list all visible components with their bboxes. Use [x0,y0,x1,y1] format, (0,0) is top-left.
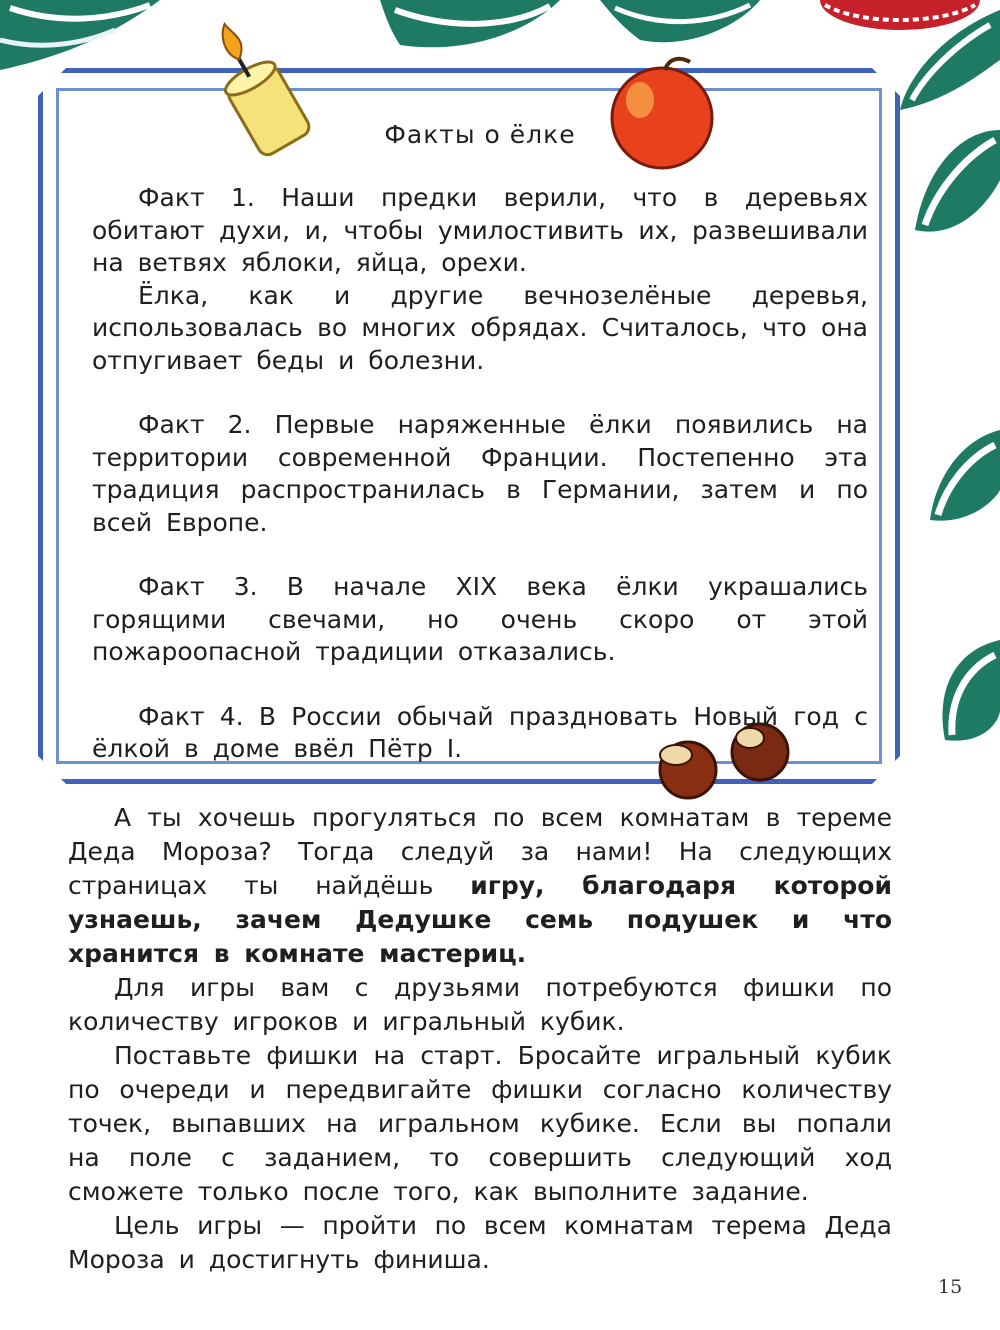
paragraph-equipment: Для игры вам с друзьями потребуются фишки по количеству игроков и игральный кубик. [68,973,892,1036]
fact-2: Факт 2. Первые наряженные ёлки появились на территории современной Франции. Постепенно эта традиция распространилась в Германии, затем и по всей Европе. [92,410,868,537]
game-intro-text [68,801,892,1277]
paragraph-goal: Цель игры — пройти по всем комнатам терема Деда Мороза и достигнуть финиша. [68,1211,892,1274]
fact-3: Факт 3. В начале XIX века ёлки украшались горящими свечами, но очень скоро от этой пожароопасной традиции отказались. [92,572,868,666]
fact-4: Факт 4. В России обычай праздновать Новый год с ёлкой в доме ввёл Пётр I. [92,701,868,763]
apple-icon [612,59,712,168]
fact-1-extra: Ёлка, как и другие вечнозелёные деревья, использовалась во многих обрядах. Считалось, что она отпугивает беды и болезни. [92,280,868,375]
paragraph-intro [68,801,892,971]
paragraph-rules: Поставьте фишки на старт. Бросайте игральный кубик по очереди и передвигайте фишки согласно количеству точек, выпавших на игральном кубике. Если вы попали на поле с заданием, то совершить следующий ход сможете только после того, как выполните задание. [68,1041,892,1206]
facts-title: Факты о ёлке [384,120,576,149]
facts-body [92,182,868,766]
intro-text: А ты хочешь прогуляться по всем комнатам в тереме Деда Мороза? Тогда следуй за нами! На следующих страницах ты найдёшь [68,803,892,900]
intro-bold-text: игру, благодаря которой узнаешь, зачем Дедушке семь подушек и что хранится в комнате мастериц. [68,871,892,968]
page-number: 15 [938,1276,963,1298]
fact-1: Факт 1. Наши предки верили, что в деревьях обитают духи, и, чтобы умилостивить их, развешивали на ветвях яблоки, яйца, орехи. [92,183,868,277]
